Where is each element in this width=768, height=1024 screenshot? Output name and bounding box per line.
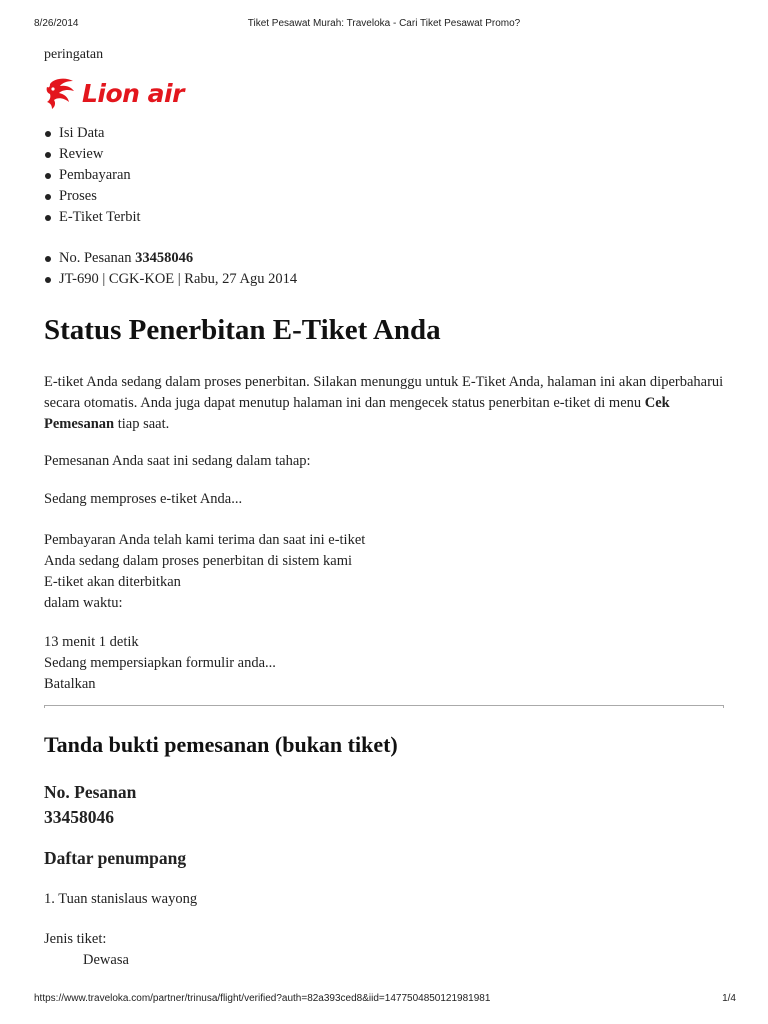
intro-text-end: tiap saat. <box>117 416 170 432</box>
print-date: 8/26/2014 <box>34 18 79 29</box>
flight-info: JT-690 | CGK-KOE | Rabu, 27 Agu 2014 <box>44 269 297 290</box>
step-item: Proses <box>44 186 141 207</box>
countdown-block <box>44 632 724 695</box>
booking-steps <box>44 123 141 228</box>
preparing-text: Sedang mempersiapkan formulir anda... <box>44 655 276 671</box>
page-title: Status Penerbitan E-Tiket Anda <box>44 314 441 346</box>
warning-text: peringatan <box>44 47 104 62</box>
ticket-type-label: Jenis tiket: <box>44 931 107 947</box>
ticket-type-value: Dewasa <box>83 952 129 968</box>
step-item: E-Tiket Terbit <box>44 207 141 228</box>
step-item: Pembayaran <box>44 165 141 186</box>
passenger-item: 1. Tuan stanislaus wayong <box>44 891 198 907</box>
ticket-type <box>44 929 129 971</box>
logo-text: Lion air <box>82 78 184 108</box>
processing-text: Sedang memproses e-tiket Anda... <box>44 491 243 507</box>
order-summary <box>44 248 297 290</box>
receipt-title: Tanda bukti pemesanan (bukan tiket) <box>44 732 398 757</box>
payment-line: Anda sedang dalam proses penerbitan di sistem kami <box>44 553 353 569</box>
order-number-item <box>44 248 297 269</box>
payment-line: E-tiket akan diterbitkan <box>44 574 181 590</box>
lion-air-logo[interactable] <box>44 76 184 110</box>
section-divider <box>44 705 724 708</box>
print-url: https://www.traveloka.com/partner/trinusa/flight/verified?auth=82a393ced8&iid=1477504850121981981 <box>34 993 491 1004</box>
receipt-order-label: No. Pesanan <box>44 782 137 802</box>
step-item: Isi Data <box>44 123 141 144</box>
receipt-order-number: 33458046 <box>44 807 114 827</box>
payment-line: Pembayaran Anda telah kami terima dan saat ini e-tiket <box>44 532 366 548</box>
order-number-label: No. Pesanan <box>59 250 132 266</box>
cancel-link[interactable]: Batalkan <box>44 676 96 692</box>
status-intro <box>44 372 724 435</box>
payment-message <box>44 530 724 614</box>
print-page-number: 1/4 <box>722 993 736 1004</box>
passenger-list-title: Daftar penumpang <box>44 848 187 868</box>
lion-logo-icon <box>44 76 78 110</box>
print-page-title: Tiket Pesawat Murah: Traveloka - Cari Tiket Pesawat Promo? <box>247 18 521 29</box>
order-number-value: 33458046 <box>135 250 194 266</box>
check-booking-link[interactable]: Cek Pemesanan <box>44 395 670 432</box>
countdown-timer: 13 menit 1 detik <box>44 634 139 650</box>
receipt-order <box>44 780 136 830</box>
stage-text: Pemesanan Anda saat ini sedang dalam tahap: <box>44 453 311 469</box>
intro-text: E-tiket Anda sedang dalam proses penerbitan. Silakan menunggu untuk E-Tiket Anda, halaman ini akan diperbaharui secara otomatis. Anda juga dapat menutup halaman ini dan mengecek status penerbitan e-tiket di menu <box>44 374 724 411</box>
step-item: Review <box>44 144 141 165</box>
payment-line: dalam waktu: <box>44 595 123 611</box>
